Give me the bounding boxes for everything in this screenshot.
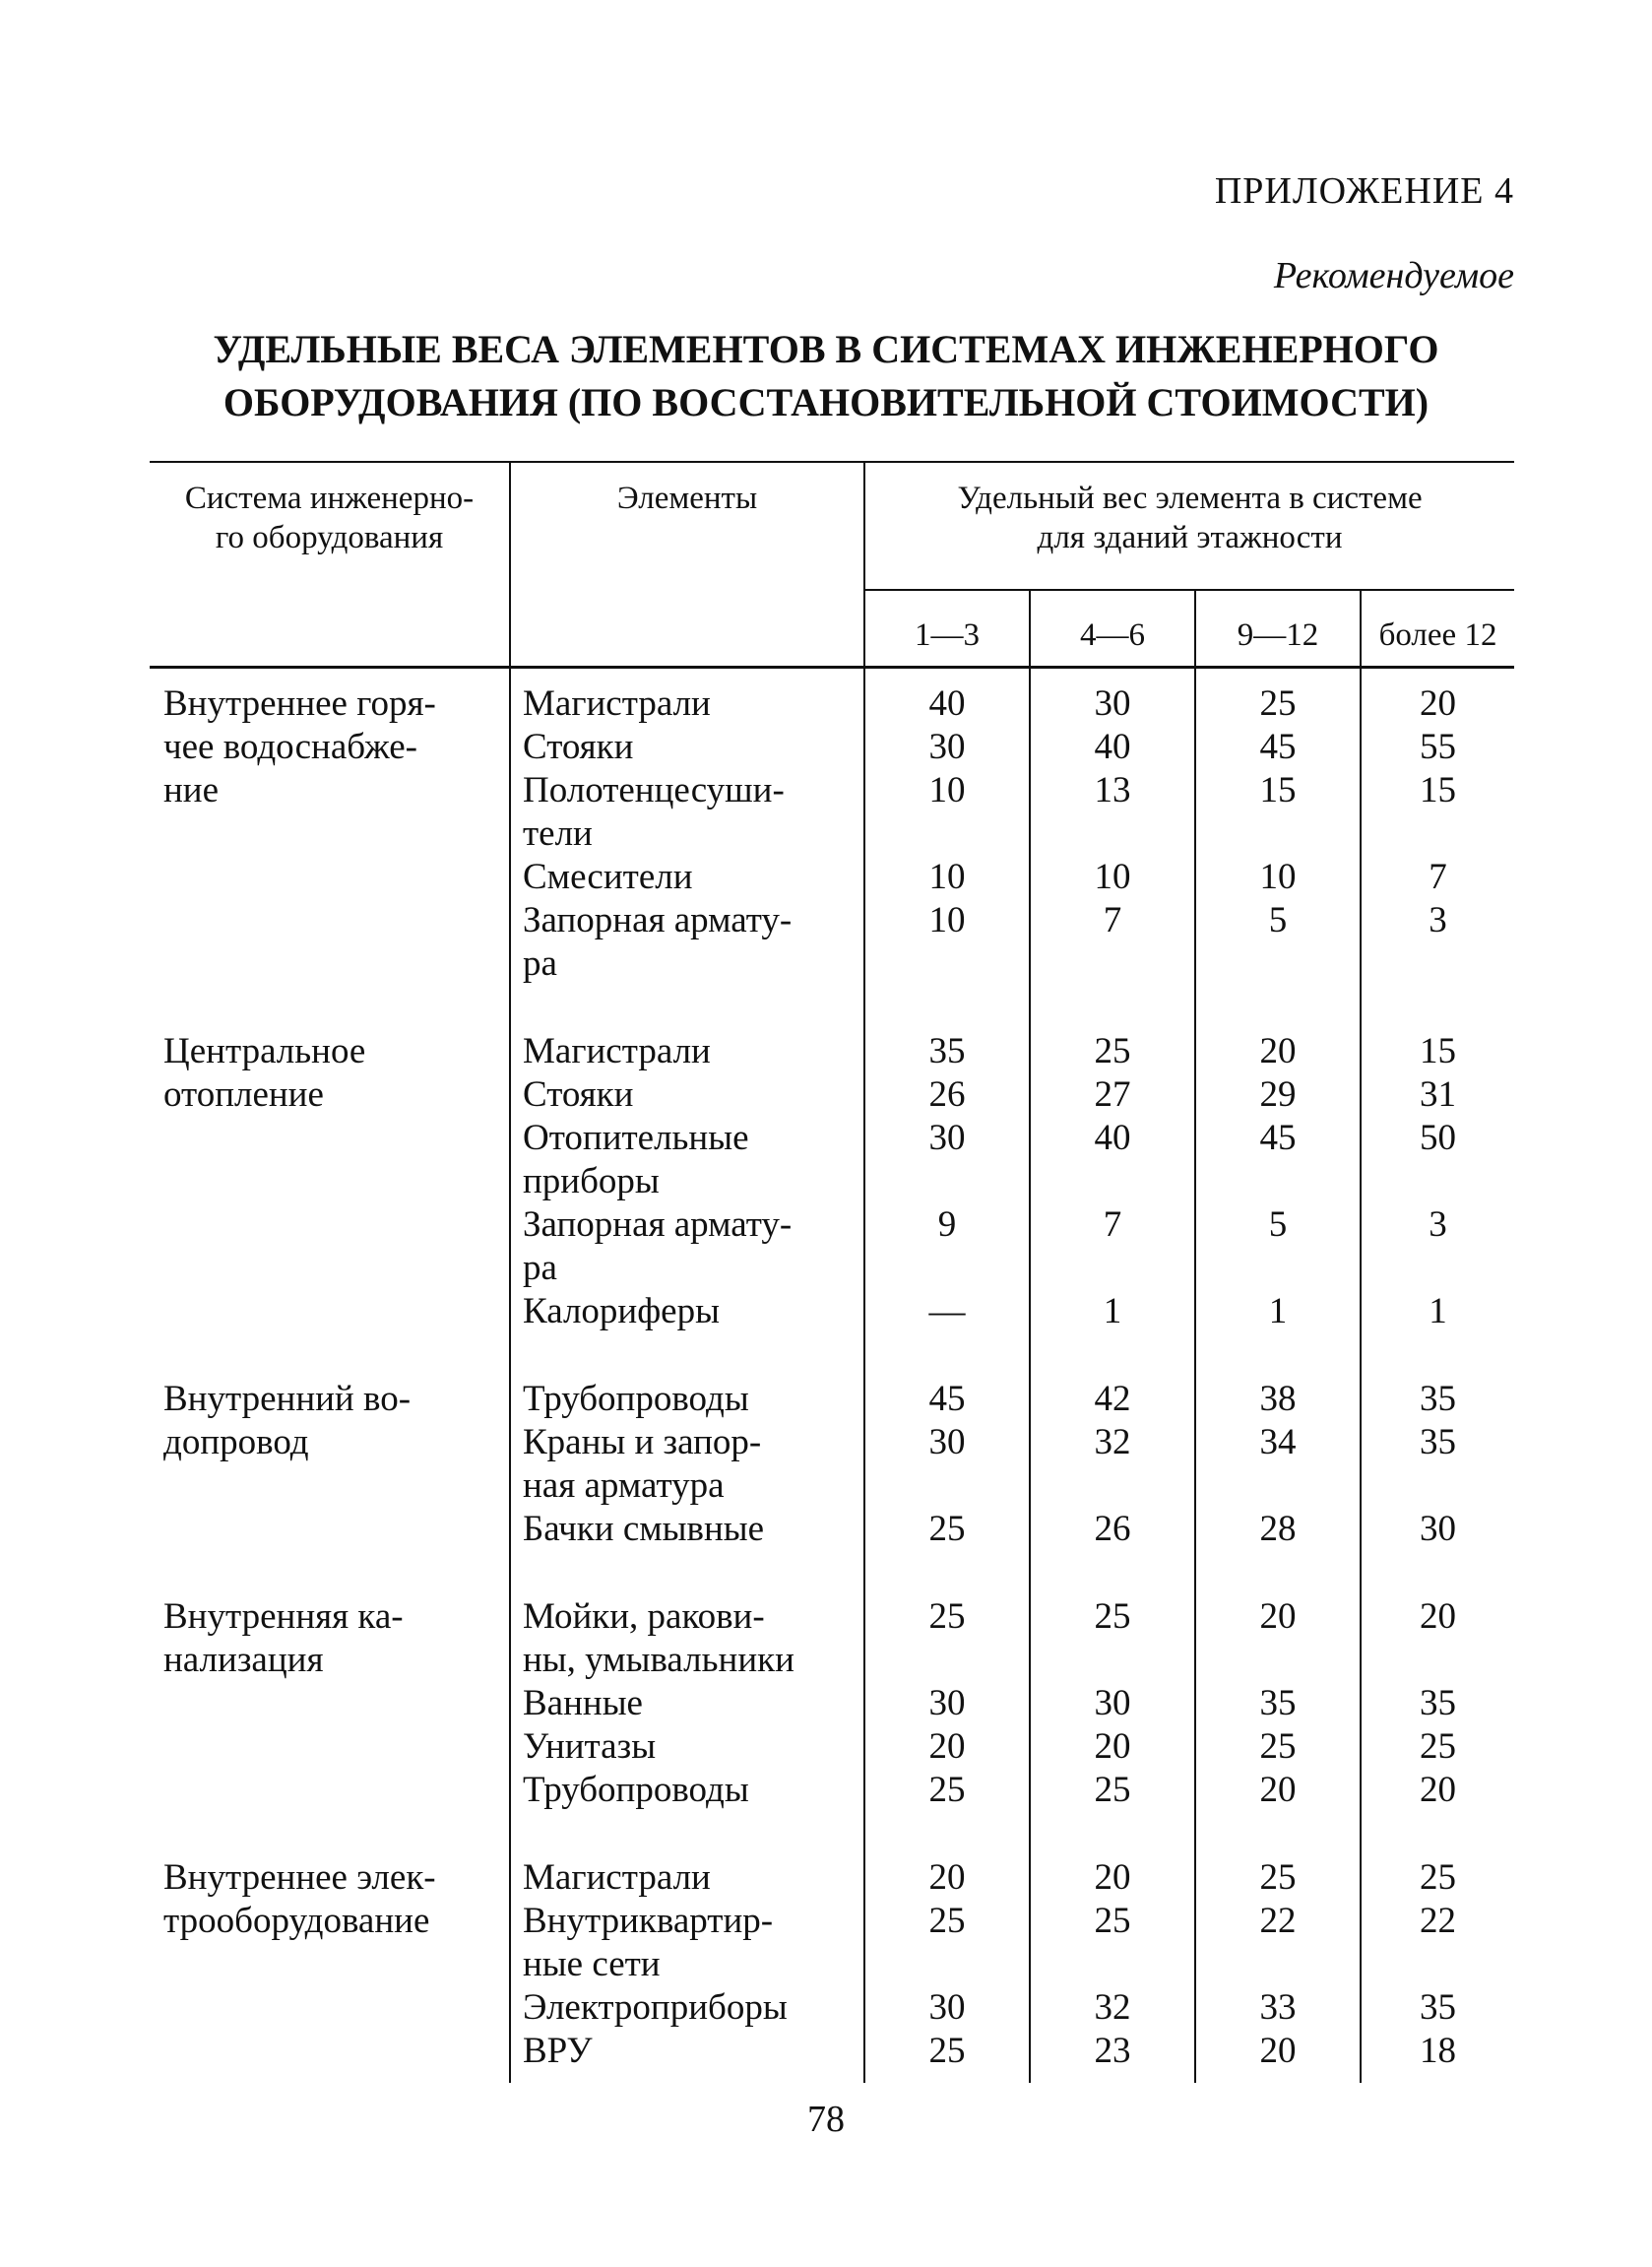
element-name-line: Мойки, ракови- xyxy=(523,1596,765,1637)
spacer-cell xyxy=(1030,1551,1195,1595)
element-name xyxy=(510,1421,864,1508)
header-floors-9-12: 9—12 xyxy=(1195,590,1361,668)
system-name xyxy=(150,1595,510,1812)
header-weight-line: для зданий этажности xyxy=(1037,520,1343,555)
system-name-line: Внутренний во- xyxy=(163,1379,412,1419)
element-name xyxy=(510,1378,864,1421)
system-name-line: трооборудование xyxy=(163,1901,430,1941)
weight-value: 28 xyxy=(1195,1508,1361,1551)
weight-value: 34 xyxy=(1195,1421,1361,1508)
weight-value: 1 xyxy=(1030,1290,1195,1333)
weight-value: 15 xyxy=(1195,769,1361,856)
weight-value: 30 xyxy=(1030,1682,1195,1725)
element-name-line: приборы xyxy=(523,1161,660,1201)
header-floors-over-12: более 12 xyxy=(1378,617,1497,653)
system-name-line: допровод xyxy=(163,1422,309,1462)
element-name-line: Запорная армату- xyxy=(523,900,793,940)
weight-value: 23 xyxy=(1030,2030,1195,2083)
system-name xyxy=(150,668,510,987)
weight-value: 20 xyxy=(1420,683,1457,724)
element-name-line: Запорная армату- xyxy=(523,1204,793,1245)
element-name-line: Отопительные xyxy=(523,1118,749,1158)
header-system-line: Система инженерно- xyxy=(184,481,475,516)
weight-value: 20 xyxy=(1195,1595,1361,1682)
element-name xyxy=(510,1769,864,1812)
weight-value: 35 xyxy=(864,1030,1030,1073)
element-name xyxy=(510,1725,864,1769)
element-name-line: ны, умывальники xyxy=(523,1640,794,1680)
weight-value: 31 xyxy=(1420,1074,1457,1115)
spacer-cell xyxy=(1361,1333,1514,1378)
weight-value: 29 xyxy=(1195,1073,1361,1117)
weight-value: 25 xyxy=(1030,1900,1195,1986)
header-elements: Элементы xyxy=(510,462,864,668)
table-body xyxy=(150,668,1514,2084)
spacer-cell xyxy=(1195,986,1361,1030)
weight-value: 20 xyxy=(1420,1770,1457,1810)
weight-value: 10 xyxy=(864,769,1030,856)
weight-value: 33 xyxy=(1195,1986,1361,2030)
element-name xyxy=(510,1203,864,1290)
weight-value: 25 xyxy=(1195,1856,1361,1900)
weight-value: 25 xyxy=(864,1900,1030,1986)
element-name xyxy=(510,1117,864,1203)
spacer-cell xyxy=(864,1551,1030,1595)
title-line-2: ОБОРУДОВАНИЯ (ПО ВОССТАНОВИТЕЛЬНОЙ СТОИМОСТИ) xyxy=(222,380,1430,424)
weight-value: 1 xyxy=(1195,1290,1361,1333)
weight-value: 25 xyxy=(864,1595,1030,1682)
weight-value: 40 xyxy=(1030,1117,1195,1203)
element-name-line: ная арматура xyxy=(523,1465,725,1506)
element-name xyxy=(510,1900,864,1986)
weight-value: 20 xyxy=(1195,1769,1361,1812)
spacer-cell xyxy=(510,1551,864,1595)
spacer-cell xyxy=(864,1333,1030,1378)
weight-value: 20 xyxy=(864,1856,1030,1900)
element-name-line: Магистрали xyxy=(523,1857,711,1898)
element-name xyxy=(510,1073,864,1117)
system-name-line: Внутреннее горя- xyxy=(163,683,436,724)
weight-value: 30 xyxy=(864,726,1030,769)
weight-value: 7 xyxy=(1030,1203,1195,1290)
weight-value: 22 xyxy=(1420,1901,1457,1941)
group-spacer xyxy=(150,986,1514,1030)
weight-value: 40 xyxy=(1030,726,1195,769)
weight-value: 20 xyxy=(1195,2030,1361,2083)
weight-value: 15 xyxy=(1420,1031,1457,1071)
spacer-cell xyxy=(150,986,510,1030)
table-row xyxy=(150,1856,1514,1900)
spacer-cell xyxy=(150,1333,510,1378)
weight-value: 3 xyxy=(1429,1204,1447,1245)
element-name-line: ВРУ xyxy=(523,2031,593,2071)
weight-value: 30 xyxy=(864,1986,1030,2030)
weight-value: 5 xyxy=(1195,1203,1361,1290)
system-name xyxy=(150,1030,510,1333)
spacer-cell xyxy=(150,1551,510,1595)
table-row xyxy=(150,1378,1514,1421)
weight-value: 35 xyxy=(1420,1683,1457,1723)
spacer-cell xyxy=(510,1333,864,1378)
weight-value: 30 xyxy=(1030,668,1195,727)
weight-value: 25 xyxy=(1030,1595,1195,1682)
weight-value: 20 xyxy=(1030,1856,1195,1900)
spacer-cell xyxy=(1195,1812,1361,1856)
weight-value: 20 xyxy=(1420,1596,1457,1637)
weight-value: 25 xyxy=(1195,668,1361,727)
spacer-cell xyxy=(1030,986,1195,1030)
weight-value: 35 xyxy=(1420,1422,1457,1462)
system-name-line: отопление xyxy=(163,1074,324,1115)
weight-value: 45 xyxy=(1195,1117,1361,1203)
title-line-1: УДЕЛЬНЫЕ ВЕСА ЭЛЕМЕНТОВ В СИСТЕМАХ ИНЖЕНЕРНОГО xyxy=(213,327,1439,371)
weight-value: 26 xyxy=(1030,1508,1195,1551)
spacer-cell xyxy=(510,1812,864,1856)
element-name-line: Калориферы xyxy=(523,1291,720,1331)
weight-value: 30 xyxy=(864,1421,1030,1508)
spacer-cell xyxy=(1195,1333,1361,1378)
group-spacer xyxy=(150,1551,1514,1595)
element-name-line: Стояки xyxy=(523,1074,634,1115)
table-row xyxy=(150,668,1514,727)
appendix-label: ПРИЛОЖЕНИЕ 4 xyxy=(1214,170,1514,212)
element-name xyxy=(510,899,864,986)
system-name-line: Центральное xyxy=(163,1031,366,1071)
weight-value: 32 xyxy=(1030,1421,1195,1508)
weight-value: 50 xyxy=(1420,1118,1457,1158)
weight-value: 3 xyxy=(1429,900,1447,940)
weight-value: 38 xyxy=(1195,1378,1361,1421)
element-name-line: тели xyxy=(523,813,593,854)
element-name xyxy=(510,1030,864,1073)
header-floors-4-6: 4—6 xyxy=(1030,590,1195,668)
element-name-line: Электроприборы xyxy=(523,1987,788,2028)
header-system xyxy=(150,462,510,668)
weight-value: 25 xyxy=(1030,1030,1195,1073)
weight-value: 18 xyxy=(1420,2031,1457,2071)
weight-value: 22 xyxy=(1195,1900,1361,1986)
element-name xyxy=(510,1595,864,1682)
weight-value: 35 xyxy=(1420,1379,1457,1419)
header-weight-line: Удельный вес элемента в системе xyxy=(957,481,1423,516)
element-name-line: Унитазы xyxy=(523,1726,657,1767)
weight-value: 10 xyxy=(1195,856,1361,899)
weight-value: — xyxy=(864,1290,1030,1333)
spacer-cell xyxy=(510,986,864,1030)
element-name xyxy=(510,1986,864,2030)
system-name-line: Внутреннее элек- xyxy=(163,1857,436,1898)
element-name xyxy=(510,1682,864,1725)
system-name xyxy=(150,1856,510,2083)
weight-value: 35 xyxy=(1420,1987,1457,2028)
status-label: Рекомендуемое xyxy=(1273,255,1514,296)
group-spacer xyxy=(150,1812,1514,1856)
element-name-line: Ванные xyxy=(523,1683,643,1723)
weight-value: 25 xyxy=(864,1769,1030,1812)
element-name xyxy=(510,1508,864,1551)
element-name xyxy=(510,769,864,856)
weight-value: 10 xyxy=(1030,856,1195,899)
element-name xyxy=(510,726,864,769)
spacer-cell xyxy=(1030,1812,1195,1856)
element-name-line: ра xyxy=(523,1248,557,1288)
weight-value: 45 xyxy=(864,1378,1030,1421)
element-name-line: ные сети xyxy=(523,1944,661,1984)
group-spacer xyxy=(150,1333,1514,1378)
weight-value: 10 xyxy=(864,899,1030,986)
weight-value: 5 xyxy=(1195,899,1361,986)
element-name xyxy=(510,856,864,899)
system-name-line: нализация xyxy=(163,1640,324,1680)
system-name xyxy=(150,1378,510,1551)
weight-value: 25 xyxy=(1195,1725,1361,1769)
weight-value: 13 xyxy=(1030,769,1195,856)
weight-value: 15 xyxy=(1420,770,1457,810)
weight-value: 26 xyxy=(864,1073,1030,1117)
spacer-cell xyxy=(1030,1333,1195,1378)
weight-value: 25 xyxy=(1420,1857,1457,1898)
header-system-line: го оборудования xyxy=(215,520,444,555)
element-name-line: Трубопроводы xyxy=(523,1770,749,1810)
element-name xyxy=(510,2030,864,2083)
system-name-line: чее водоснабже- xyxy=(163,727,417,767)
table-row xyxy=(150,1030,1514,1073)
table-row xyxy=(150,1595,1514,1682)
weight-value: 20 xyxy=(864,1725,1030,1769)
weight-value: 25 xyxy=(1420,1726,1457,1767)
element-name-line: Краны и запор- xyxy=(523,1422,762,1462)
spacer-cell xyxy=(864,986,1030,1030)
element-name xyxy=(510,1290,864,1333)
spacer-cell xyxy=(1361,1551,1514,1595)
header-floors-1-3: 1—3 xyxy=(864,590,1030,668)
element-name-line: Магистрали xyxy=(523,1031,711,1071)
element-name-line: Трубопроводы xyxy=(523,1379,749,1419)
page-number: 78 xyxy=(807,2099,845,2140)
weight-value: 10 xyxy=(864,856,1030,899)
weight-value: 30 xyxy=(864,1682,1030,1725)
weight-value: 40 xyxy=(864,668,1030,727)
weight-value: 9 xyxy=(864,1203,1030,1290)
element-name-line: ра xyxy=(523,943,557,984)
element-name-line: Стояки xyxy=(523,727,634,767)
weight-value: 27 xyxy=(1030,1073,1195,1117)
element-name-line: Бачки смывные xyxy=(523,1509,765,1549)
weight-value: 32 xyxy=(1030,1986,1195,2030)
weight-value: 35 xyxy=(1195,1682,1361,1725)
weight-value: 20 xyxy=(1195,1030,1361,1073)
weight-value: 1 xyxy=(1429,1291,1447,1331)
element-name xyxy=(510,668,864,727)
weight-value: 30 xyxy=(864,1117,1030,1203)
spacer-cell xyxy=(1361,986,1514,1030)
element-name-line: Внутриквартир- xyxy=(523,1901,774,1941)
element-name-line: Магистрали xyxy=(523,683,711,724)
weight-value: 7 xyxy=(1030,899,1195,986)
page-title xyxy=(138,323,1514,429)
weights-table xyxy=(150,461,1514,2083)
system-name-line: ние xyxy=(163,770,220,810)
weight-value: 30 xyxy=(1420,1509,1457,1549)
spacer-cell xyxy=(864,1812,1030,1856)
spacer-cell xyxy=(1195,1551,1361,1595)
weight-value: 7 xyxy=(1429,857,1447,897)
weight-value: 45 xyxy=(1195,726,1361,769)
weight-value: 42 xyxy=(1030,1378,1195,1421)
element-name-line: Смесители xyxy=(523,857,693,897)
header-weight xyxy=(864,462,1514,590)
weight-value: 20 xyxy=(1030,1725,1195,1769)
spacer-cell xyxy=(1361,1812,1514,1856)
element-name-line: Полотенцесуши- xyxy=(523,770,785,810)
element-name xyxy=(510,1856,864,1900)
weight-value: 25 xyxy=(1030,1769,1195,1812)
spacer-cell xyxy=(150,1812,510,1856)
system-name-line: Внутренняя ка- xyxy=(163,1596,404,1637)
weight-value: 25 xyxy=(864,1508,1030,1551)
weight-value: 55 xyxy=(1420,727,1457,767)
weight-value: 25 xyxy=(864,2030,1030,2083)
